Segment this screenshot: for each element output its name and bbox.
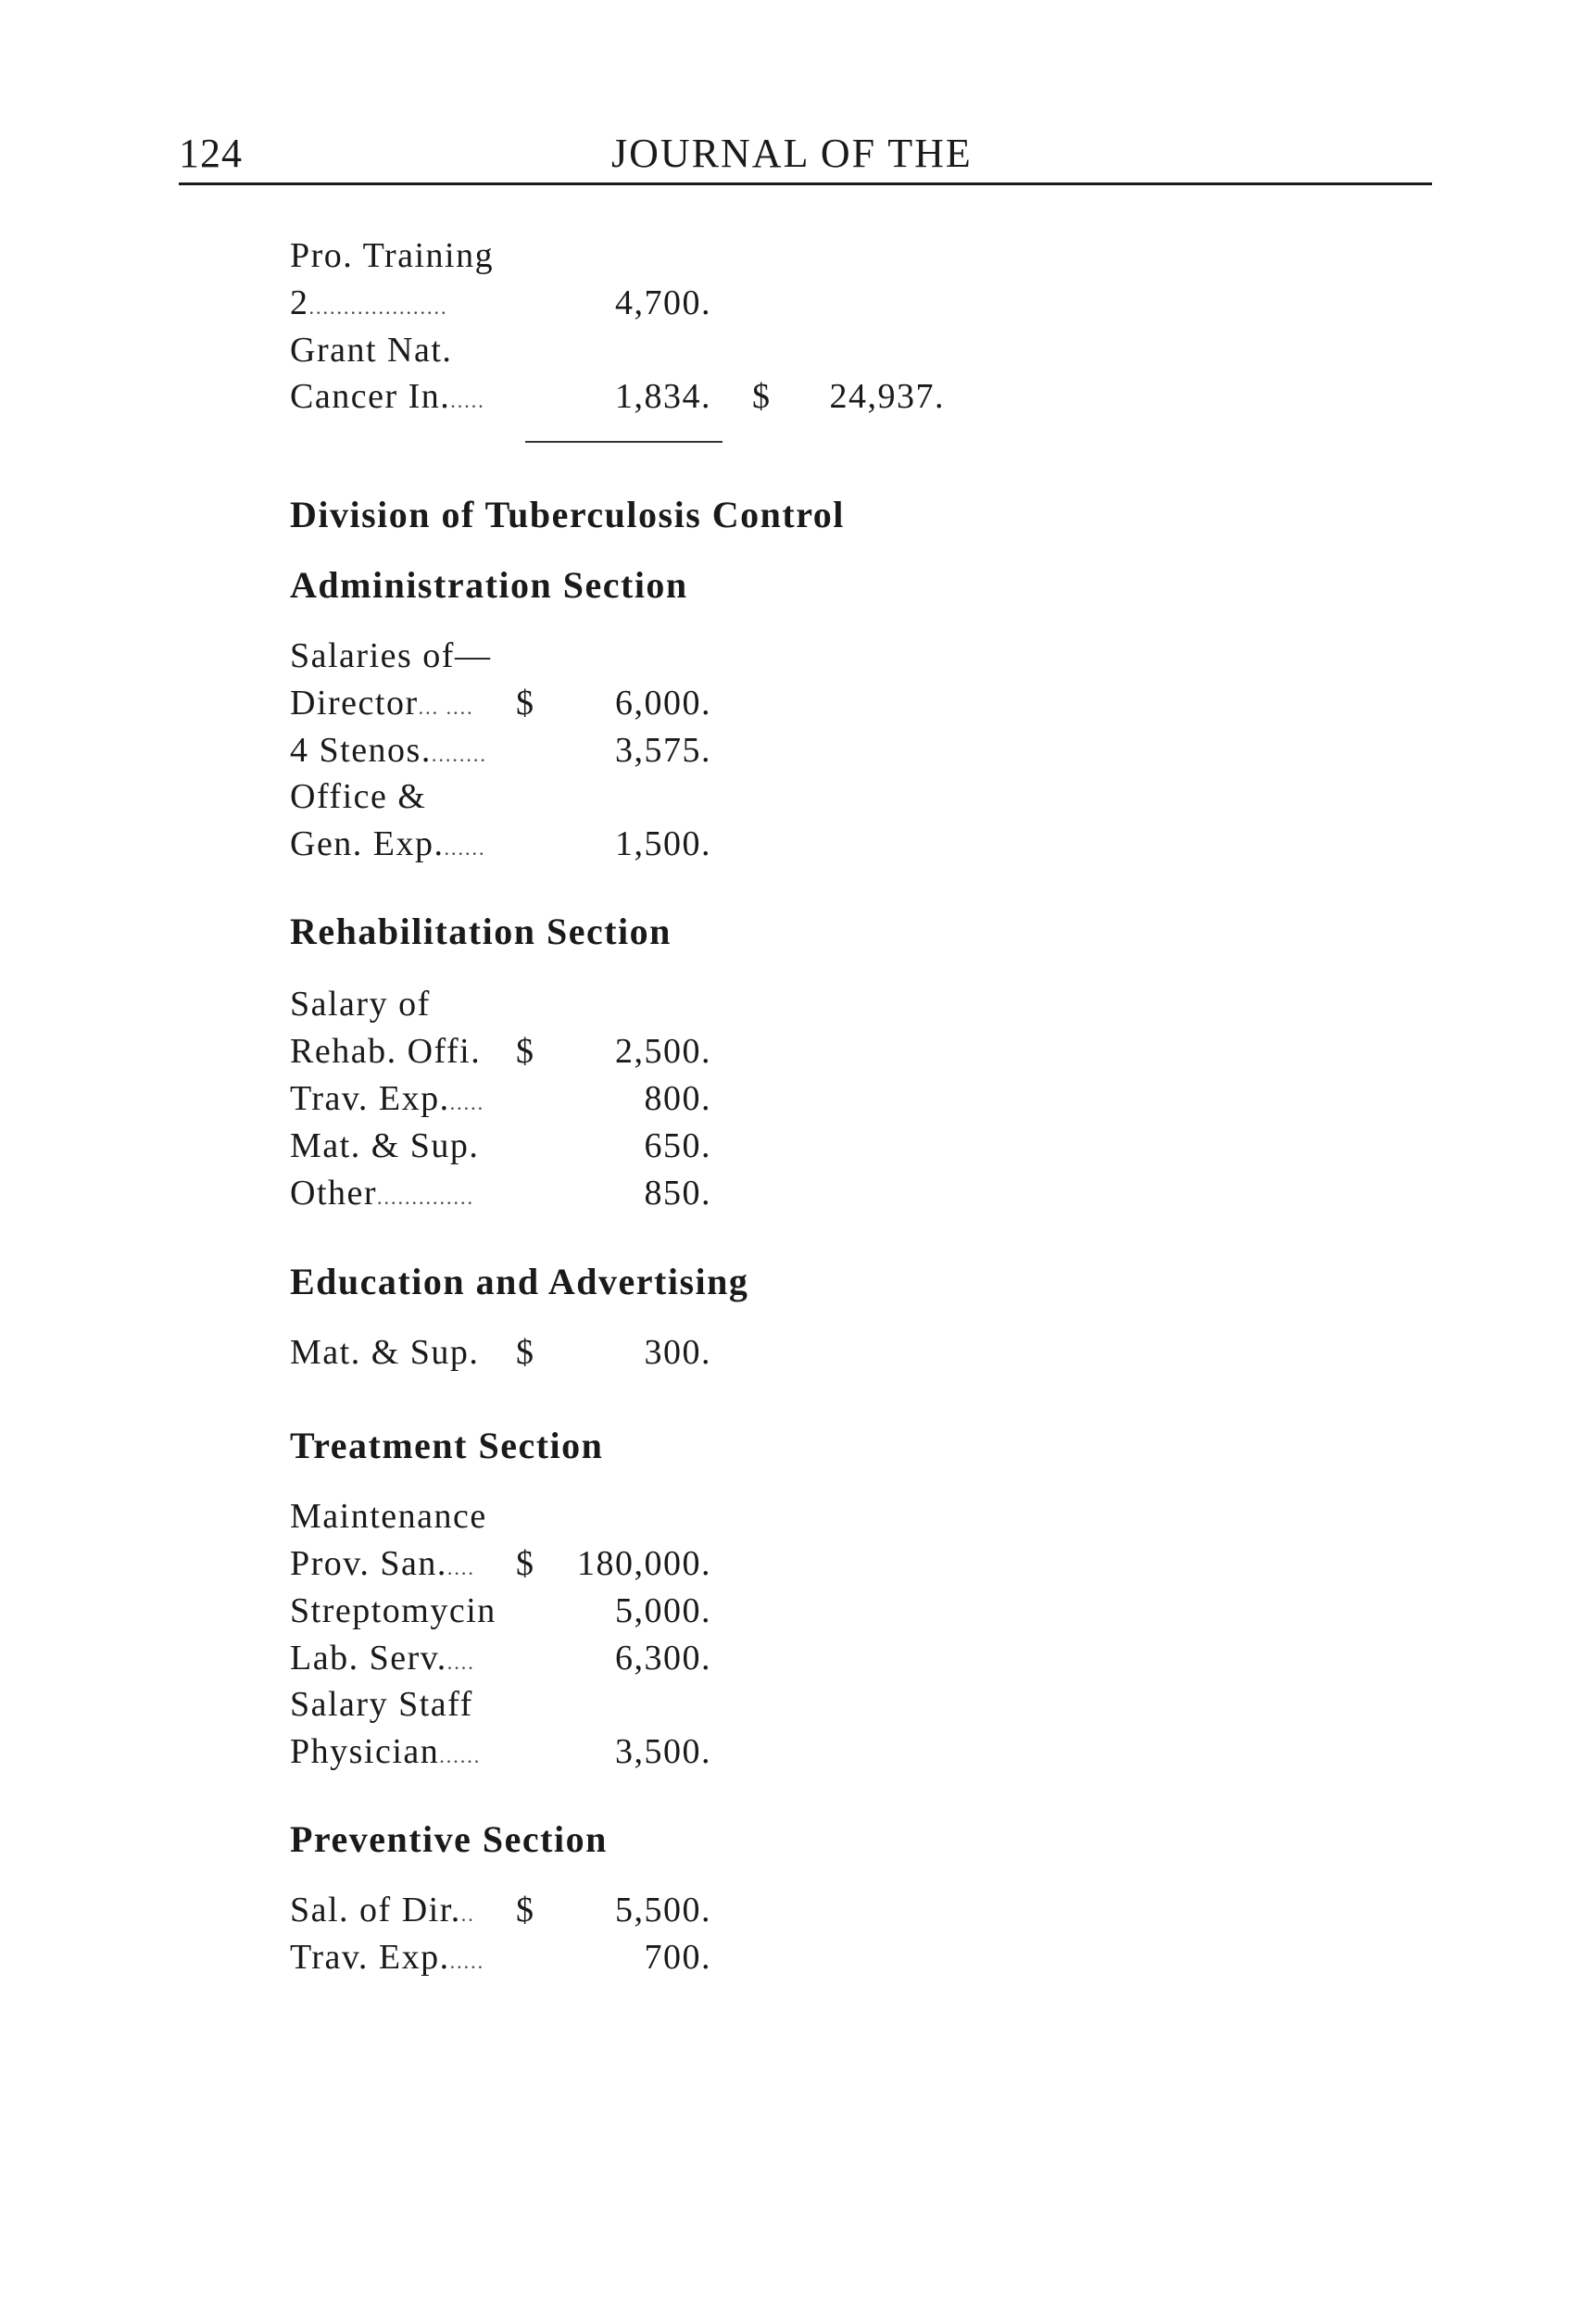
line-amount: 5,500. bbox=[615, 1891, 711, 1929]
leader-dots: ..... bbox=[450, 389, 485, 412]
line-label: Gen. Exp. bbox=[290, 824, 445, 863]
line-label: Rehab. Offi. bbox=[290, 1032, 482, 1071]
education-heading: Education and Advertising bbox=[290, 1261, 749, 1302]
dollar-sign: $ bbox=[516, 1032, 535, 1071]
line-label-wrap bbox=[290, 1173, 474, 1213]
page-number: 124 bbox=[179, 131, 243, 176]
total-rule bbox=[525, 441, 723, 443]
line-label: Pro. Training bbox=[290, 236, 495, 275]
leader-dots: ... .... bbox=[418, 696, 474, 719]
line-label-wrap bbox=[290, 823, 486, 864]
line-label-wrap bbox=[290, 1731, 481, 1772]
dollar-sign: $ bbox=[752, 377, 772, 416]
rehabilitation-heading: Rehabilitation Section bbox=[290, 911, 672, 952]
line-label-wrap bbox=[290, 283, 448, 323]
header-rule bbox=[179, 182, 1432, 185]
line-label: Maintenance bbox=[290, 1497, 487, 1536]
line-label-wrap bbox=[290, 1543, 475, 1584]
line-amount: 4,700. bbox=[615, 283, 711, 322]
line-label: Prov. San. bbox=[290, 1544, 447, 1583]
leader-dots: ...... bbox=[439, 1744, 482, 1767]
dollar-sign: $ bbox=[516, 684, 535, 723]
treatment-heading: Treatment Section bbox=[290, 1425, 604, 1466]
leader-dots: ..... bbox=[449, 1091, 485, 1114]
leader-dots: ..... bbox=[449, 1950, 485, 1973]
dollar-sign: $ bbox=[516, 1333, 535, 1372]
line-label: Sal. of Dir. bbox=[290, 1891, 461, 1929]
line-label: Other bbox=[290, 1174, 378, 1213]
line-label: Grant Nat. bbox=[290, 331, 453, 370]
leader-dots: .... bbox=[446, 1556, 475, 1579]
line-amount: 1,500. bbox=[615, 824, 711, 863]
line-label: 2 bbox=[290, 283, 309, 322]
line-amount: 5,000. bbox=[615, 1591, 711, 1630]
line-label: Cancer In. bbox=[290, 377, 451, 416]
line-amount: 3,500. bbox=[615, 1732, 711, 1771]
line-amount: 6,000. bbox=[615, 684, 711, 723]
line-amount: 300. bbox=[644, 1333, 711, 1372]
line-label: 4 Stenos. bbox=[290, 731, 432, 770]
line-amount: 850. bbox=[644, 1174, 711, 1213]
line-amount: 1,834. bbox=[615, 377, 711, 416]
line-label-wrap bbox=[290, 1937, 484, 1978]
administration-heading: Administration Section bbox=[290, 564, 688, 606]
leader-dots: ........ bbox=[431, 743, 487, 766]
line-label: Director bbox=[290, 684, 419, 723]
line-label-wrap bbox=[290, 730, 487, 771]
line-label: Lab. Serv. bbox=[290, 1639, 447, 1678]
line-label-wrap bbox=[290, 1078, 484, 1119]
line-label: Office & bbox=[290, 777, 427, 816]
line-label: Salary Staff bbox=[290, 1685, 473, 1724]
line-label: Physician bbox=[290, 1732, 440, 1771]
preventive-heading: Preventive Section bbox=[290, 1818, 608, 1860]
line-label: Salary of bbox=[290, 985, 431, 1024]
dollar-sign: $ bbox=[516, 1544, 535, 1583]
line-label: Mat. & Sup. bbox=[290, 1126, 480, 1165]
line-label: Mat. & Sup. bbox=[290, 1333, 480, 1372]
leader-dots: .. bbox=[460, 1903, 475, 1926]
line-amount: 180,000. bbox=[577, 1544, 711, 1583]
line-amount: 700. bbox=[644, 1938, 711, 1977]
division-title: Division of Tuberculosis Control bbox=[290, 494, 845, 535]
line-label-wrap bbox=[290, 1638, 475, 1678]
line-label-wrap bbox=[290, 376, 485, 417]
leader-dots: .... bbox=[446, 1651, 475, 1674]
leader-dots: ...... bbox=[444, 836, 486, 860]
leader-dots: .................... bbox=[308, 295, 448, 319]
line-amount: 6,300. bbox=[615, 1639, 711, 1678]
total-amount: 24,937. bbox=[829, 377, 945, 416]
line-label: Streptomycin bbox=[290, 1591, 496, 1630]
line-amount: 650. bbox=[644, 1126, 711, 1165]
line-amount: 800. bbox=[644, 1079, 711, 1118]
line-label: Trav. Exp. bbox=[290, 1938, 450, 1977]
line-label: Trav. Exp. bbox=[290, 1079, 450, 1118]
line-amount: 2,500. bbox=[615, 1032, 711, 1071]
line-label-wrap bbox=[290, 683, 474, 723]
running-title: JOURNAL OF THE bbox=[611, 131, 973, 176]
line-label-wrap bbox=[290, 1890, 475, 1930]
dollar-sign: $ bbox=[516, 1891, 535, 1929]
line-amount: 3,575. bbox=[615, 731, 711, 770]
leader-dots: .............. bbox=[377, 1186, 475, 1209]
line-label: Salaries of— bbox=[290, 636, 492, 675]
